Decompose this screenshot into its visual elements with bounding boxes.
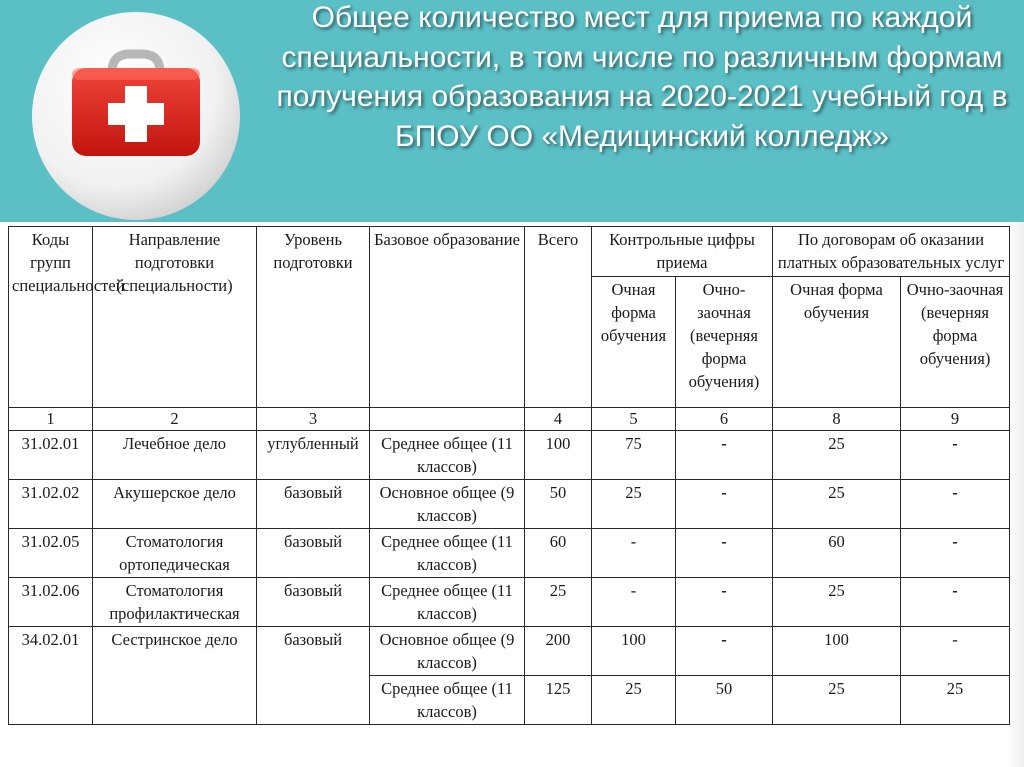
- header-base: Базовое образование: [370, 227, 525, 408]
- column-numbers-row: [9, 408, 1010, 431]
- cell-total: 25: [525, 578, 592, 627]
- cell-total: 60: [525, 529, 592, 578]
- cell-base: Основное общее (9 классов): [370, 480, 525, 529]
- col-number: 5: [592, 408, 676, 431]
- cell-base: Среднее общее (11 классов): [370, 431, 525, 480]
- table-row: [9, 431, 1010, 480]
- first-aid-kit-icon: [30, 10, 242, 222]
- cell-direction: Сестринское дело: [93, 627, 257, 725]
- cell-control-evening: 50: [676, 676, 773, 725]
- slide-title: Общее количество мест для приема по каждой специальности, в том числе по различным формам получения образования на 2020-2021 учебный год в БПОУ ОО «Медицинский колледж»: [276, 1, 1008, 153]
- table-row: [9, 529, 1010, 578]
- cell-control-evening: -: [676, 578, 773, 627]
- admission-table: [8, 226, 1010, 725]
- cell-control-evening: -: [676, 431, 773, 480]
- cell-paid-full: 25: [773, 578, 901, 627]
- cell-control-full: 75: [592, 431, 676, 480]
- cell-paid-full: 100: [773, 627, 901, 676]
- cell-base: Среднее общее (11 классов): [370, 676, 525, 725]
- cell-direction: Стоматология ортопедическая: [93, 529, 257, 578]
- header-paid-full: Очная форма обучения: [773, 277, 901, 408]
- cell-paid-full: 60: [773, 529, 901, 578]
- cell-level: базовый: [257, 578, 370, 627]
- cell-total: 100: [525, 431, 592, 480]
- cell-direction: Акушерское дело: [93, 480, 257, 529]
- cell-paid-full: 25: [773, 431, 901, 480]
- header-paid-evening: Очно-заочная (вечерняя форма обучения): [901, 277, 1010, 408]
- cell-total: 125: [525, 676, 592, 725]
- col-number: 8: [773, 408, 901, 431]
- cell-code: 31.02.02: [9, 480, 93, 529]
- header-paid: По договорам об оказании платных образовательных услуг: [773, 227, 1010, 277]
- cell-code: 31.02.01: [9, 431, 93, 480]
- cell-code: 31.02.06: [9, 578, 93, 627]
- header-control-full: Очная форма обучения: [592, 277, 676, 408]
- cell-paid-evening: 25: [901, 676, 1010, 725]
- cell-control-evening: -: [676, 480, 773, 529]
- cell-code: 31.02.05: [9, 529, 93, 578]
- cell-paid-evening: -: [901, 431, 1010, 480]
- col-number: [370, 408, 525, 431]
- cell-base: Среднее общее (11 классов): [370, 529, 525, 578]
- cell-base: Среднее общее (11 классов): [370, 578, 525, 627]
- header-direction: Направление подготовки (специальности): [93, 227, 257, 408]
- cell-control-full: 25: [592, 676, 676, 725]
- header-level: Уровень подготовки: [257, 227, 370, 408]
- cell-direction: Лечебное дело: [93, 431, 257, 480]
- header-codes: Коды групп специальностей: [9, 227, 93, 408]
- col-number: 4: [525, 408, 592, 431]
- table-row: [9, 480, 1010, 529]
- cell-paid-evening: -: [901, 529, 1010, 578]
- cell-base: Основное общее (9 классов): [370, 627, 525, 676]
- col-number: 3: [257, 408, 370, 431]
- header-row: [9, 227, 1010, 277]
- col-number: 2: [93, 408, 257, 431]
- table-row: [9, 578, 1010, 627]
- cell-control-full: 100: [592, 627, 676, 676]
- col-number: 9: [901, 408, 1010, 431]
- cell-control-full: 25: [592, 480, 676, 529]
- cell-level: углубленный: [257, 431, 370, 480]
- cell-control-full: -: [592, 529, 676, 578]
- cell-paid-evening: -: [901, 578, 1010, 627]
- header-control-evening: Очно-заочная (вечерняя форма обучения): [676, 277, 773, 408]
- cell-level: базовый: [257, 529, 370, 578]
- cell-control-evening: -: [676, 627, 773, 676]
- header-control: Контрольные цифры приема: [592, 227, 773, 277]
- cell-code: 34.02.01: [9, 627, 93, 725]
- cell-level: базовый: [257, 627, 370, 725]
- cell-direction: Стоматология профилактическая: [93, 578, 257, 627]
- cell-total: 50: [525, 480, 592, 529]
- cell-paid-evening: -: [901, 480, 1010, 529]
- header-total: Всего: [525, 227, 592, 408]
- cell-paid-full: 25: [773, 480, 901, 529]
- cell-level: базовый: [257, 480, 370, 529]
- table-area: [0, 222, 1024, 767]
- cell-control-full: -: [592, 578, 676, 627]
- col-number: 1: [9, 408, 93, 431]
- col-number: 6: [676, 408, 773, 431]
- cell-total: 200: [525, 627, 592, 676]
- table-row: [9, 627, 1010, 676]
- cell-paid-evening: -: [901, 627, 1010, 676]
- cell-control-evening: -: [676, 529, 773, 578]
- slide-header: [0, 0, 1024, 222]
- cell-paid-full: 25: [773, 676, 901, 725]
